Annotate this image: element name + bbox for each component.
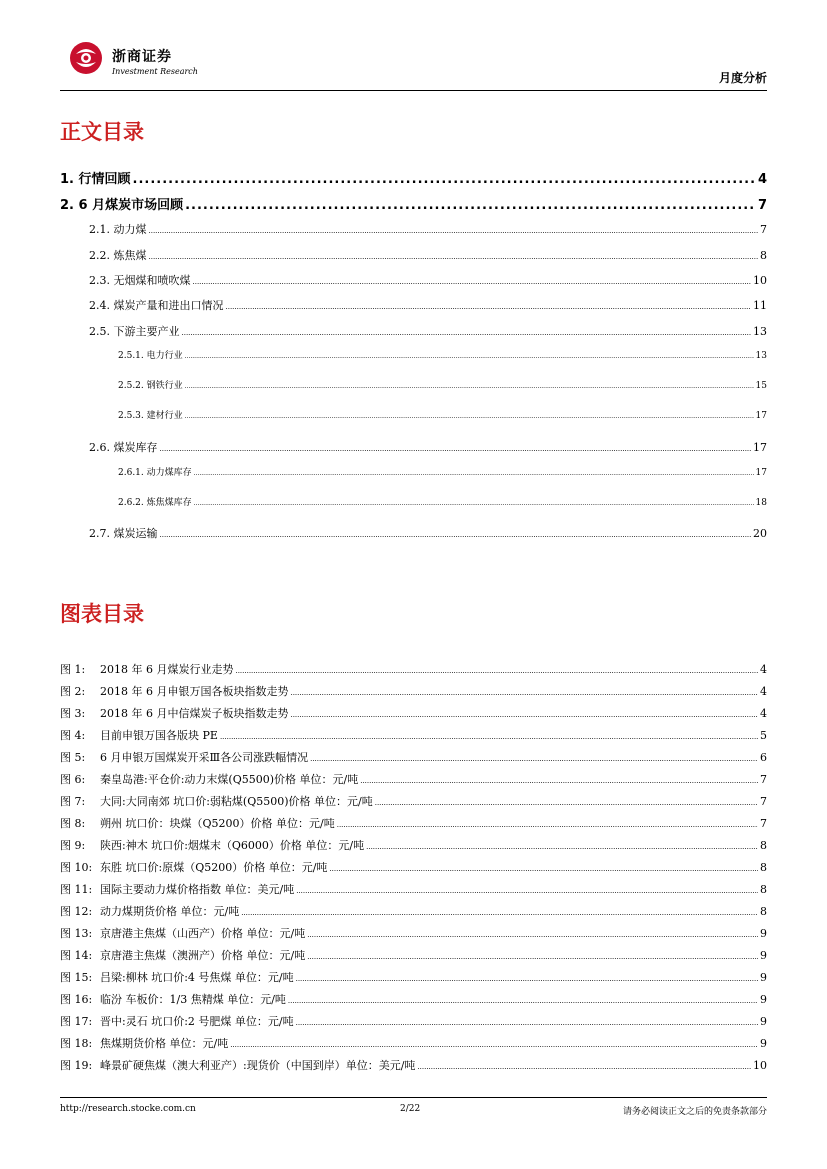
figure-entry-page: 9 — [760, 927, 767, 940]
logo-english-name: Investment Research — [112, 67, 198, 76]
toc-entry-label: 2.3. 无烟煤和喷吹煤 — [89, 274, 191, 287]
dot-leader — [230, 1041, 758, 1049]
figure-entry-text — [60, 1057, 415, 1073]
figure-caption: 动力煤期货价格 单位：元/吨 — [100, 905, 240, 918]
figure-entry-page: 8 — [760, 839, 767, 852]
figure-entry-page: 9 — [760, 971, 767, 984]
toc-entry-page: 17 — [753, 441, 767, 454]
figure-entry[interactable] — [60, 661, 767, 677]
figure-entry[interactable] — [60, 793, 767, 809]
figure-entry-text — [60, 925, 305, 941]
figure-number: 图 17: — [60, 1015, 93, 1028]
page-indicator: 2/22 — [400, 1104, 421, 1114]
figure-entry-page: 8 — [760, 905, 767, 918]
toc-entry-label: 2.6.1. 动力煤库存 — [118, 468, 192, 478]
figure-entry-page: 7 — [760, 773, 767, 786]
figure-entry[interactable] — [60, 991, 767, 1007]
figure-caption: 临汾 车板价：1/3 焦精煤 单位：元/吨 — [100, 993, 286, 1006]
figure-number: 图 2: — [60, 685, 86, 698]
dot-leader — [307, 931, 758, 939]
footer-divider — [60, 1097, 767, 1098]
toc-entry-page: 7 — [757, 198, 767, 213]
dot-leader — [241, 909, 758, 917]
toc-entry-label: 2. 6 月煤炭市场回顾 — [60, 198, 184, 213]
toc-entry-label: 2.2. 炼焦煤 — [89, 249, 147, 262]
toc-entry[interactable] — [118, 408, 767, 421]
dot-leader — [337, 821, 758, 829]
dot-leader — [290, 689, 758, 697]
dot-leader — [360, 777, 758, 785]
dot-leader — [149, 253, 759, 261]
figure-caption: 东胜 坑口价:原煤（Q5200）价格 单位：元/吨 — [100, 861, 328, 874]
dot-leader — [185, 383, 754, 390]
toc-entry[interactable] — [89, 272, 767, 288]
dot-leader — [366, 843, 758, 851]
figures-title: 图表目录 — [60, 602, 144, 626]
figure-entry-page: 9 — [760, 1037, 767, 1050]
toc-entry[interactable] — [60, 194, 767, 213]
toc-entry-label: 2.5.3. 建材行业 — [118, 411, 183, 421]
figure-number: 图 19: — [60, 1059, 93, 1072]
toc-entry-label: 2.1. 动力煤 — [89, 223, 147, 236]
figure-entry-text — [60, 1013, 294, 1029]
figure-entry-page: 9 — [760, 993, 767, 1006]
figure-number: 图 14: — [60, 949, 93, 962]
dot-leader — [417, 1063, 751, 1071]
figure-entry[interactable] — [60, 749, 767, 765]
dot-leader — [220, 733, 758, 741]
toc-entry-page: 18 — [755, 498, 767, 508]
dot-leader — [194, 500, 754, 507]
figure-entry-page: 5 — [760, 729, 767, 742]
toc-entry-label: 2.5.2. 钢铁行业 — [118, 381, 183, 391]
figure-entry-page: 7 — [760, 795, 767, 808]
dot-leader — [160, 445, 752, 453]
dot-leader — [226, 303, 752, 311]
figure-entry[interactable] — [60, 947, 767, 963]
figure-caption: 陕西:神木 坑口价:烟煤末（Q6000）价格 单位：元/吨 — [100, 839, 365, 852]
toc-entry-label: 2.7. 煤炭运输 — [89, 527, 158, 540]
toc-entry-label: 2.6. 煤炭库存 — [89, 441, 158, 454]
toc-entry-page: 8 — [760, 249, 767, 262]
dot-leader — [193, 278, 752, 286]
dot-leader — [182, 329, 752, 337]
logo-chinese-name: 浙商证券 — [112, 49, 172, 65]
figure-caption: 2018 年 6 月申银万国各板块指数走势 — [100, 685, 289, 698]
figure-entry[interactable] — [60, 705, 767, 721]
toc-entry-page: 4 — [757, 172, 767, 187]
dot-leader — [160, 531, 752, 539]
dot-leader — [149, 227, 759, 235]
figure-caption: 京唐港主焦煤（澳洲产）价格 单位：元/吨 — [100, 949, 306, 962]
figure-number: 图 12: — [60, 905, 93, 918]
dot-leader — [185, 353, 754, 360]
figure-entry-page: 8 — [760, 883, 767, 896]
figure-caption: 吕梁:柳林 坑口价:4 号焦煤 单位：元/吨 — [100, 971, 294, 984]
dot-leader — [290, 711, 758, 719]
figure-entry-page: 6 — [760, 751, 767, 764]
figure-caption: 秦皇岛港:平仓价:动力末煤(Q5500)价格 单位：元/吨 — [100, 773, 359, 786]
figure-entry[interactable] — [60, 1057, 767, 1073]
toc-entry-page: 10 — [753, 274, 767, 287]
dot-leader — [375, 799, 758, 807]
toc-entry-page: 13 — [755, 351, 767, 361]
toc-entry-label: 1. 行情回顾 — [60, 172, 131, 187]
figure-caption: 晋中:灵石 坑口价:2 号肥煤 单位：元/吨 — [100, 1015, 294, 1028]
figure-number: 图 1: — [60, 663, 86, 676]
figure-caption: 焦煤期货价格 单位：元/吨 — [100, 1037, 229, 1050]
toc-entry[interactable] — [89, 525, 767, 541]
figure-entry-text — [60, 947, 305, 963]
figure-caption: 峰景矿硬焦煤（澳大利亚产）:现货价（中国到岸）单位：美元/吨 — [100, 1059, 416, 1072]
figure-entry[interactable] — [60, 881, 767, 897]
figure-entry[interactable] — [60, 727, 767, 743]
figure-caption: 国际主要动力煤价格指数 单位：美元/吨 — [100, 883, 295, 896]
footer-url[interactable]: http://research.stocke.com.cn — [60, 1104, 196, 1114]
toc-entry-page: 13 — [753, 325, 767, 338]
page-header — [60, 36, 767, 88]
figure-entry-text — [60, 1035, 228, 1051]
toc-entry-label: 2.6.2. 炼焦煤库存 — [118, 498, 192, 508]
dot-leader — [235, 667, 758, 675]
dot-leader — [296, 1019, 758, 1027]
toc-entry[interactable] — [89, 323, 767, 339]
dot-leader — [288, 997, 758, 1005]
figure-entry-text — [60, 969, 294, 985]
figure-entry[interactable] — [60, 683, 767, 699]
toc-entry-label: 2.5. 下游主要产业 — [89, 325, 180, 338]
figure-caption: 2018 年 6 月煤炭行业走势 — [100, 663, 234, 676]
figure-number: 图 13: — [60, 927, 93, 940]
figure-caption: 大同:大同南郊 坑口价:弱粘煤(Q5500)价格 单位：元/吨 — [100, 795, 373, 808]
figure-entry-text — [60, 793, 373, 809]
figure-entry[interactable] — [60, 837, 767, 853]
dot-leader — [307, 953, 758, 961]
figure-entry[interactable] — [60, 1035, 767, 1051]
toc-entry[interactable] — [89, 439, 767, 455]
toc-entry[interactable] — [118, 378, 767, 391]
header-divider — [60, 90, 767, 91]
toc-entry-page: 7 — [760, 223, 767, 236]
footer-disclaimer: 请务必阅读正文之后的免责条款部分 — [622, 1107, 767, 1117]
report-type-label: 月度分析 — [718, 71, 767, 85]
dot-leader — [133, 172, 756, 187]
dot-leader — [185, 198, 756, 213]
figure-caption: 京唐港主焦煤（山西产）价格 单位：元/吨 — [100, 927, 306, 940]
figure-entry-text — [60, 859, 327, 875]
figure-caption: 6 月申银万国煤炭开采Ⅲ各公司涨跌幅情况 — [100, 751, 309, 764]
figure-caption: 目前申银万国各版块 PE — [100, 729, 218, 742]
figure-entry[interactable] — [60, 1013, 767, 1029]
toc-entry[interactable] — [89, 297, 767, 313]
toc-entry[interactable] — [118, 495, 767, 508]
dot-leader — [296, 887, 758, 895]
figure-entry-text — [60, 727, 218, 743]
figure-entry-text — [60, 771, 358, 787]
toc-entry[interactable] — [89, 247, 767, 263]
figure-caption: 2018 年 6 月中信煤炭子板块指数走势 — [100, 707, 289, 720]
figure-number: 图 7: — [60, 795, 86, 808]
figure-entry[interactable] — [60, 925, 767, 941]
figure-entry-page: 4 — [760, 707, 767, 720]
figure-entry-page: 4 — [760, 685, 767, 698]
dot-leader — [194, 470, 754, 477]
figure-entry[interactable] — [60, 859, 767, 875]
toc-entry-page: 11 — [753, 299, 767, 312]
dot-leader — [329, 865, 758, 873]
figure-entry[interactable] — [60, 771, 767, 787]
figure-number: 图 8: — [60, 817, 86, 830]
toc-entry-page: 17 — [755, 468, 767, 478]
figure-entry-text — [60, 661, 233, 677]
figure-entry[interactable] — [60, 815, 767, 831]
figure-entry-text — [60, 749, 308, 765]
figure-entry-text — [60, 815, 335, 831]
dot-leader — [185, 413, 754, 420]
figure-entry-text — [60, 903, 239, 919]
figure-entry-page: 7 — [760, 817, 767, 830]
figure-entry-page: 10 — [753, 1059, 767, 1072]
figure-number: 图 9: — [60, 839, 86, 852]
figure-number: 图 11: — [60, 883, 93, 896]
figure-entry-page: 8 — [760, 861, 767, 874]
toc-entry[interactable] — [118, 465, 767, 478]
figure-number: 图 18: — [60, 1037, 93, 1050]
figure-number: 图 4: — [60, 729, 86, 742]
dot-leader — [310, 755, 758, 763]
toc-title: 正文目录 — [60, 120, 144, 144]
figure-entry-text — [60, 837, 364, 853]
company-logo-icon — [68, 40, 104, 76]
figure-caption: 朔州 坑口价：块煤（Q5200）价格 单位：元/吨 — [100, 817, 335, 830]
figure-entry-page: 4 — [760, 663, 767, 676]
toc-entry-page: 15 — [755, 381, 767, 391]
figure-number: 图 3: — [60, 707, 86, 720]
figure-number: 图 10: — [60, 861, 93, 874]
dot-leader — [296, 975, 758, 983]
figure-entry-text — [60, 991, 286, 1007]
figure-entry[interactable] — [60, 903, 767, 919]
toc-entry-label: 2.4. 煤炭产量和进出口情况 — [89, 299, 224, 312]
figure-number: 图 15: — [60, 971, 93, 984]
figure-entry[interactable] — [60, 969, 767, 985]
toc-entry-page: 17 — [755, 411, 767, 421]
toc-entry-page: 20 — [753, 527, 767, 540]
toc-entry-label: 2.5.1. 电力行业 — [118, 351, 183, 361]
toc-entry[interactable] — [89, 221, 767, 237]
figure-entry-text — [60, 881, 294, 897]
figure-entry-page: 9 — [760, 1015, 767, 1028]
toc-entry[interactable] — [60, 168, 767, 187]
figure-number: 图 16: — [60, 993, 93, 1006]
figure-entry-text — [60, 705, 288, 721]
figure-number: 图 5: — [60, 751, 86, 764]
figure-number: 图 6: — [60, 773, 86, 786]
figure-entry-text — [60, 683, 288, 699]
figure-entry-page: 9 — [760, 949, 767, 962]
toc-entry[interactable] — [118, 348, 767, 361]
